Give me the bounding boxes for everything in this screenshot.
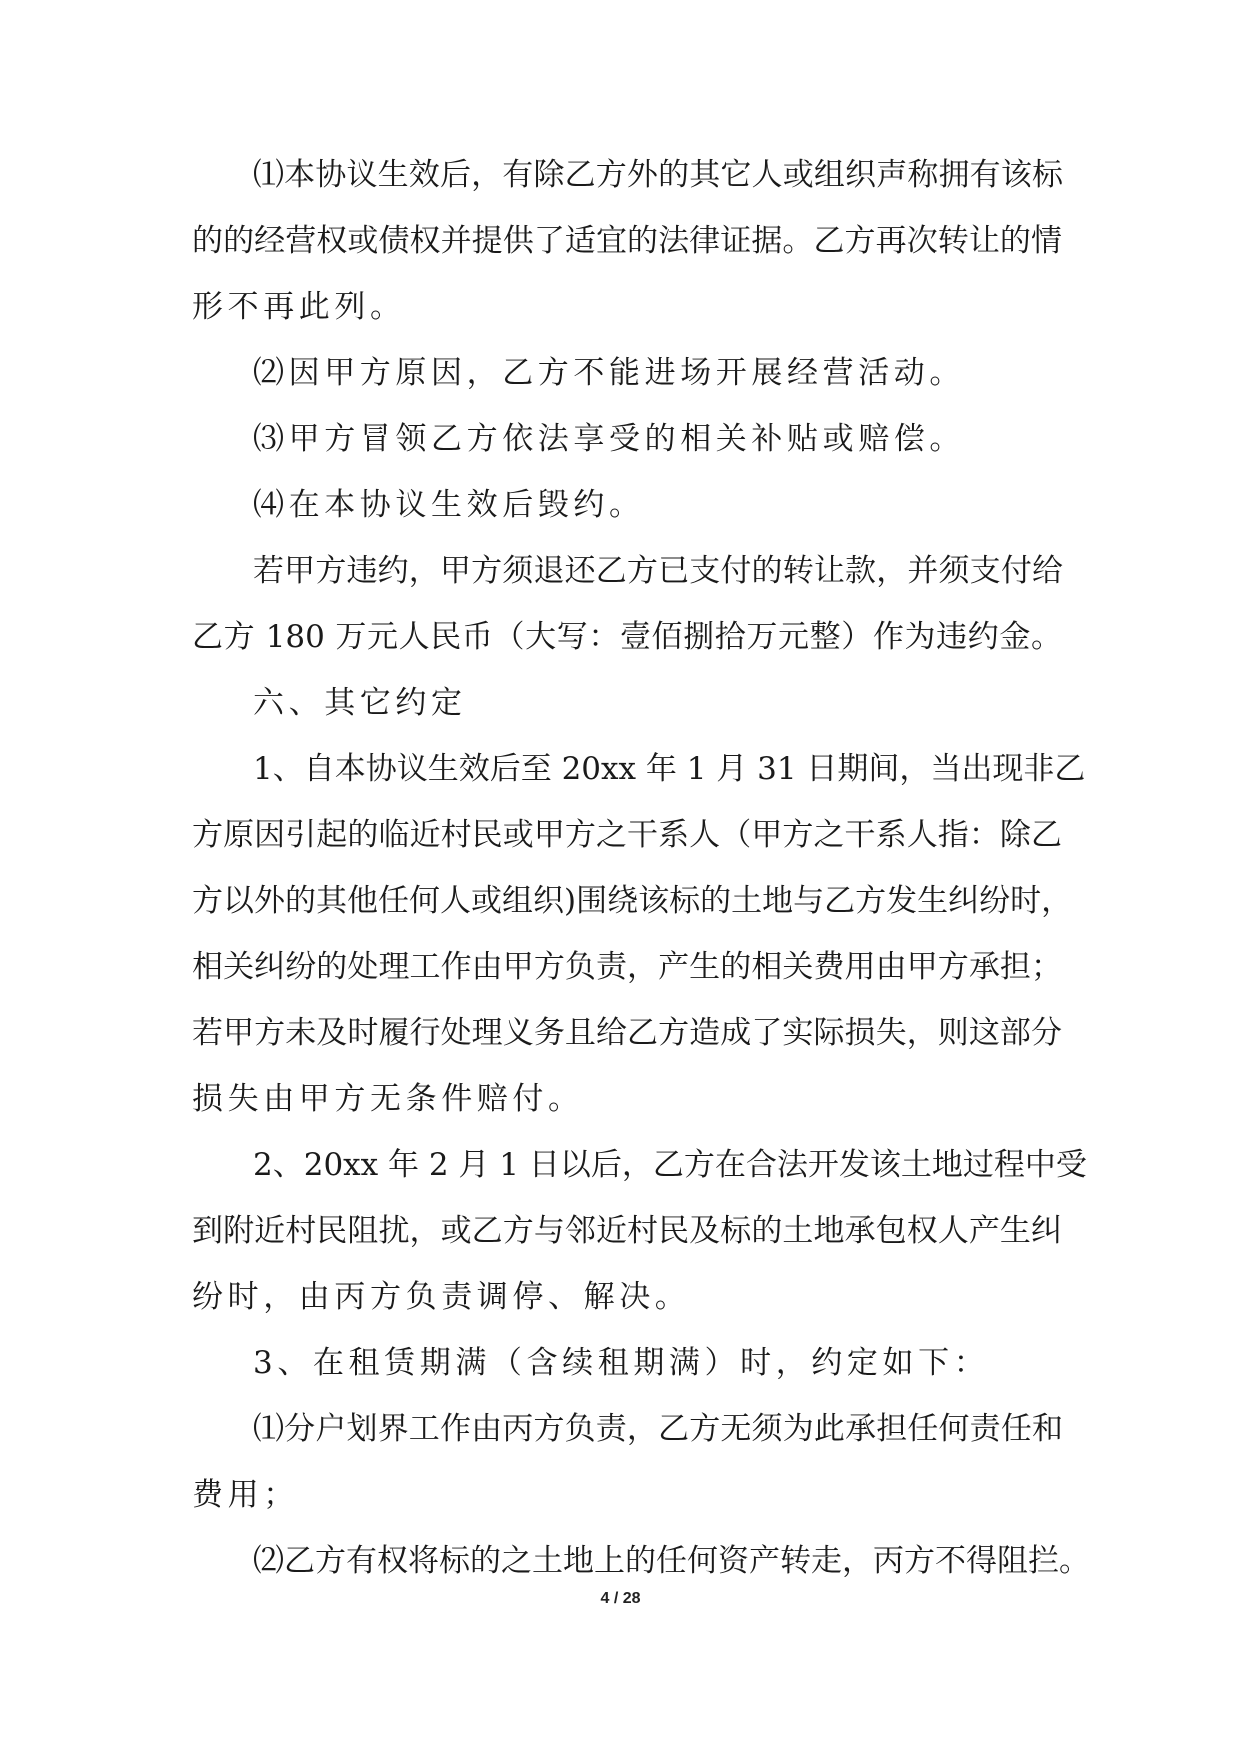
text-line: 相关纠纷的处理工作由甲方负责，产生的相关费用由甲方承担； — [192, 949, 1062, 985]
text-line: ⑴本协议生效后，有除乙方外的其它人或组织声称拥有该标 — [253, 157, 1063, 193]
text-line: 的的经营权或债权并提供了适宜的法律证据。乙方再次转让的情 — [192, 223, 1062, 259]
page-number: 4 / 28 — [600, 1590, 641, 1607]
text-line: ⑷在本协议生效后毁约。 — [253, 487, 645, 523]
text-line: 到附近村民阻扰，或乙方与邻近村民及标的土地承包权人产生纠 — [192, 1213, 1062, 1249]
text-line: 方以外的其他任何人或组织)围绕该标的土地与乙方发生纠纷时， — [192, 883, 1073, 919]
section-heading: 六、其它约定 — [253, 685, 467, 721]
text-line: 乙方 180 万元人民币（大写：壹佰捌拾万元整）作为违约金。 — [192, 619, 1062, 655]
text-line: ⑴分户划界工作由丙方负责，乙方无须为此承担任何责任和 — [253, 1411, 1063, 1447]
text-line: 3、在租赁期满（含续租期满）时，约定如下： — [253, 1345, 990, 1381]
text-line: ⑶甲方冒领乙方依法享受的相关补贴或赔偿。 — [253, 421, 965, 457]
text-line: 1、自本协议生效后至 20xx 年 1 月 31 日期间，当出现非乙 — [253, 751, 1086, 787]
text-line: 2、20xx 年 2 月 1 日以后，乙方在合法开发该土地过程中受 — [253, 1147, 1087, 1183]
text-line: 损失由甲方无条件赔付。 — [192, 1081, 584, 1117]
text-line: 形不再此列。 — [192, 289, 406, 325]
text-line: ⑵因甲方原因，乙方不能进场开展经营活动。 — [253, 355, 965, 391]
text-line: ⑵乙方有权将标的之土地上的任何资产转走，丙方不得阻拦。 — [253, 1543, 1090, 1579]
text-line: 费用； — [192, 1477, 299, 1513]
text-line: 纷时，由丙方负责调停、解决。 — [192, 1279, 691, 1315]
text-line: 若甲方违约，甲方须退还乙方已支付的转让款，并须支付给 — [253, 553, 1063, 589]
text-line: 方原因引起的临近村民或甲方之干系人（甲方之干系人指：除乙 — [192, 817, 1062, 853]
text-line: 若甲方未及时履行处理义务且给乙方造成了实际损失，则这部分 — [192, 1015, 1062, 1051]
